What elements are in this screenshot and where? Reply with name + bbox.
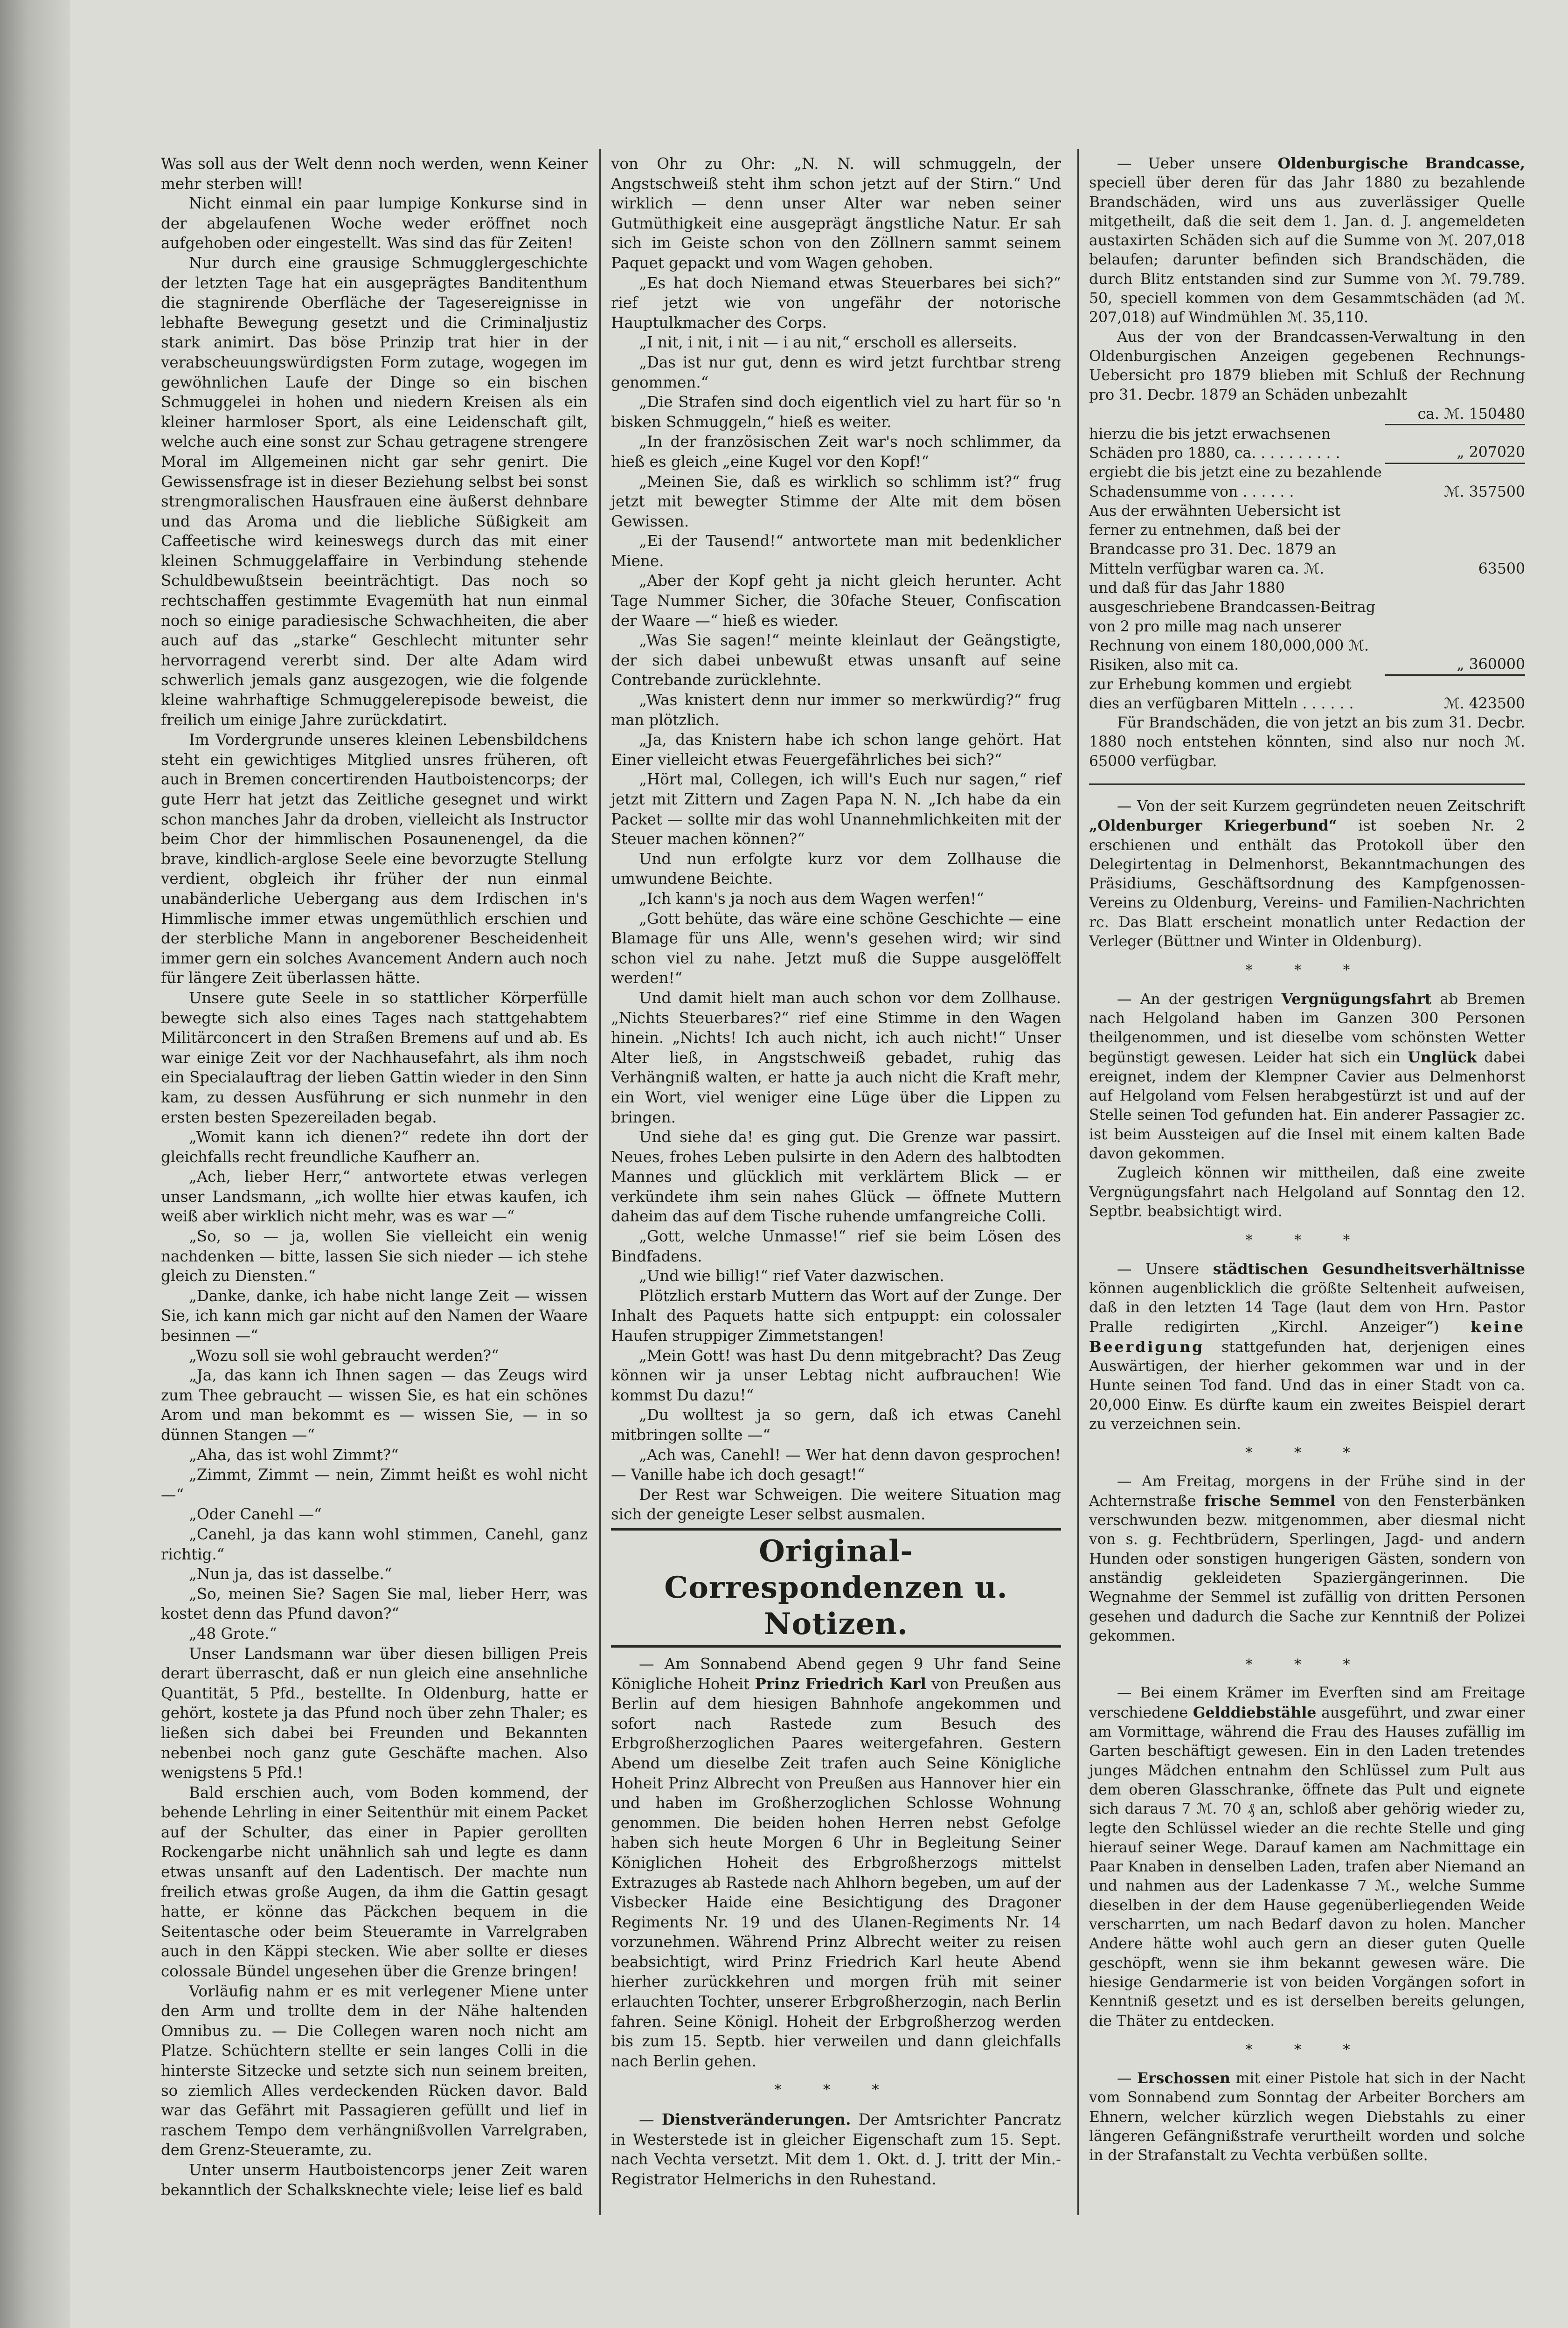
- article-paragraph: „Ach was, Canehl! — Wer hat denn davon gesprochen! — Vanille habe ich doch gesagt!“: [611, 1446, 1061, 1484]
- separator-stars: * * *: [1245, 2041, 1369, 2058]
- article-paragraph: „Womit kann ich dienen?“ redete ihn dort der gleichfalls recht freundliche Kaufherr an.: [161, 1128, 588, 1166]
- table-row: zur Erhebung kommen und ergiebt dies an verfügbaren Mitteln . . . . . . ℳ. 423500: [1089, 676, 1525, 712]
- separator-stars: * * *: [1245, 1656, 1369, 1673]
- brandcasse-text-3: Für Brandschäden, die von jetzt an bis zum 31. Decbr. 1880 noch entstehen könnten, sind also nur noch ℳ. 65000 verfügbar.: [1089, 714, 1525, 770]
- article-paragraph: „Oder Canehl —“: [189, 1505, 322, 1524]
- separator-stars: * * *: [1245, 962, 1369, 979]
- article-paragraph: „Du wolltest ja so gern, daß ich etwas Canehl mitbringen sollte —“: [611, 1406, 1061, 1444]
- separator-stars: * * *: [1245, 1445, 1369, 1462]
- article-paragraph: „48 Grote.“: [189, 1624, 277, 1642]
- article-paragraph: „Ja, das kann ich Ihnen sagen — das Zeugs wird zum Thee gebraucht — wissen Sie, es hat ein schönes Arom und man bekommt es — wissen Sie, — in so dünnen Stangen —“: [161, 1366, 588, 1444]
- article-paragraph: „So, meinen Sie? Sagen Sie mal, lieber Herr, was kostet denn das Pfund davon?“: [161, 1585, 588, 1623]
- article-paragraph: „Gott, welche Unmasse!“ rief sie beim Lösen des Bindfadens.: [611, 1227, 1061, 1265]
- notice-brandcasse: — Ueber unsere Oldenburgische Brandcasse, speciell über deren für das Jahr 1880 zu bezahlende Brandschäden, wird uns aus zuverlässiger Quelle mitgetheilt, daß die seit dem 1. Jan. d. J. angemeldeten austaxirten Schäden sich auf die Summe von ℳ. 207,018 belaufen; darunter befinden sich Brandschäden, die durch Blitz entstanden sind zur Summe von ℳ. 79.789. 50, speciell kommen von dem Gesammtschäden (ad ℳ. 207,018) auf Windmühlen ℳ. 35,110.: [1089, 155, 1526, 326]
- article-paragraph: von Ohr zu Ohr: „N. N. will schmuggeln, der Angstschweiß steht ihm schon jetzt auf der Stirn.“ Und wirklich — denn unser Alter war neben seiner Gutmüthigkeit eine ausgeprägt ängstliche Natur. Er sah sich im Geiste schon von den Zöllnern sammt seinem Paquet gepackt und vom Wagen gehoben.: [611, 155, 1061, 272]
- article-paragraph: „Ach, lieber Herr,“ antwortete etwas verlegen unser Landsmann, „ich wollte hier etwas kaufen, ich weiß aber wirklich nicht mehr, was es war —“: [161, 1168, 588, 1226]
- article-paragraph: „Zimmt, Zimmt — nein, Zimmt heißt es wohl nicht —“: [161, 1466, 588, 1504]
- column-rule-right: [1077, 149, 1079, 2215]
- article-paragraph: „Mein Gott! was hast Du denn mitgebracht? Das Zeug können wir ja unser Lebtag nicht aufbrauchen! Wie kommst Du dazu!“: [611, 1346, 1061, 1404]
- notice-headline: städtischen Gesundheitsverhältnisse: [1213, 1260, 1525, 1278]
- vergnuegung-text-3: Zugleich können wir mittheilen, daß eine zweite Vergnügungsfahrt nach Helgoland auf Sonntag den 12. Septbr. beabsichtigt wird.: [1089, 1164, 1525, 1220]
- article-paragraph: „Meinen Sie, daß es wirklich so schlimm ist?“ frug jetzt mit bewegter Stimme der Alte mit dem bösen Gewissen.: [611, 472, 1061, 530]
- separator-stars: * * *: [1245, 1232, 1369, 1249]
- article-paragraph: Unser Landsmann war über diesen billigen Preis derart überrascht, daß er nun gleich eine ansehnliche Quantität, 5 Pfd., bestellte. In Oldenburg, hatte er gehört, kostete ja das Pfund noch über zehn Thaler; es ließen sich dabei bei Freunden und Bekannten nebenbei noch ganz gute Geschäfte machen. Also wenigstens 5 Pfd.!: [161, 1644, 588, 1782]
- article-paragraph: Bald erschien auch, vom Boden kommend, der behende Lehrling in einer Seitenthür mit einem Packet auf der Schulter, das einer in Papier gerollten Rockengarbe nicht unähnlich sah und legte es dann etwas unsanft auf den Ladentisch. Der machte nun freilich etwas große Augen, da ihm die Gattin gesagt hatte, er könne das Päckchen bequem in die Seitentasche oder beim Steueramte in Varrelgraben auch in den Käppi stecken. Wie aber sollte er dieses colossale Bündel ungesehen über die Grenze bringen!: [161, 1783, 588, 1981]
- article-paragraph: „In der französischen Zeit war's noch schlimmer, da hieß es gleich „eine Kugel vor den Kopf!“: [611, 433, 1061, 471]
- brandcasse-text-2: Aus der von der Brandcassen-Verwaltung in den Oldenburgischen Anzeigen gegebenen Rechnungs-Uebersicht pro 1879 blieben mit Schluß der Rechnung pro 31. Decbr. 1879 an Schäden unbezahlt: [1089, 328, 1525, 403]
- notice-kriegerbund: — Von der seit Kurzem gegründeten neuen Zeitschrift „Oldenburger Kriegerbund“ ist soeben Nr. 2 erschienen und enthält das Protokoll über den Delegirtentag in Delmenhorst, Bekanntmachungen des Präsidiums, Geschäftsordnung des Kampfgenossen-Vereins zu Oldenburg, Vereins- und Familien-Nachrichten rc. Das Blatt erscheint monatlich unter Redaction der Verleger (Büttner und Winter in Oldenburg).: [1089, 798, 1526, 950]
- article-paragraph: „Und wie billig!“ rief Vater dazwischen.: [639, 1267, 944, 1285]
- article-paragraph: „Was Sie sagen!“ meinte kleinlaut der Geängstigte, der sich dabei unbewußt etwas unsanft auf seine Contrebande zurücklehnte.: [611, 631, 1061, 689]
- column-1: [161, 154, 588, 2200]
- notice-headline: Gelddiebstähle: [1193, 1704, 1317, 1721]
- article-paragraph: „Was knistert denn nur immer so merkwürdig?“ frug man plötzlich.: [611, 691, 1061, 729]
- article-paragraph: „Danke, danke, ich habe nicht lange Zeit — wissen Sie, ich kann mich gar nicht auf den Namen der Waare besinnen —“: [161, 1287, 588, 1345]
- article-paragraph: „I nit, i nit, i nit — i au nit,“ erscholl es allerseits.: [639, 333, 1017, 352]
- article-paragraph: Nur durch eine grausige Schmugglergeschichte der letzten Tage hat ein ausgeprägtes Banditenthum die stagnirende Oberfläche der Tagesereignisse in lebhafte Bewegung gesetzt und die Criminaljustiz stark animirt. Das böse Prinzip trat hier in der verabscheuungswürdigsten Form zutage, wogegen im gewöhnlichen Laufe der Dinge so ein bischen Schmuggelei in hohen und niedern Kreisen als ein kleiner harmloser Sport, als eine Leidenschaft gilt, welche auch eine sonst zur Schau getragene strengere Moral im Allgemeinen nicht gar sehr genirt. Die Gewissensfrage ist in dieser Beziehung selbst bei sonst strengmoralischen Hausfrauen eine äußerst dehnbare und das Aroma und die liebliche Süßigkeit am Caffeetische wird keineswegs durch das mit einer kleinen Schmuggelaffaire in Verbindung stehende Schuldbewußtsein beeinträchtigt. Das noch so rechtschaffen gestimmte Evagemüth hat nun einmal noch so einige paradiesische Schwachheiten, die aber auch auf das „starke“ Geschlecht mitunter sehr hervorragend vererbt sind. Der alte Adam wird schwerlich jemals ganz ausgezogen, wie die folgende kleine wahrhaftige Schmuggelerepisode beweist, die freilich um einige Jahre zurückdatirt.: [161, 254, 588, 729]
- notice-vergnuegungsfahrt: — An der gestrigen Vergnügungsfahrt ab Bremen nach Helgoland haben im Ganzen 300 Personen theilgenommen, und ist dieselbe vom schönsten Wetter begünstigt gewesen. Leider hat sich ein Unglück dabei ereignet, indem der Klempner Cavier aus Delmenhorst auf Helgoland vom Felsen herabgestürzt ist und auf der Stelle seinen Tod gefunden hat. Ein anderer Passagier zc. ist beim Aussteigen auf die Insel mit einem kalten Bade davon gekommen.: [1089, 990, 1526, 1163]
- table-row: hierzu die bis jetzt erwachsenen Schäden pro 1880, ca. . . . . . . . . . „ 207020: [1089, 425, 1525, 464]
- article-paragraph: „Ich kann's ja noch aus dem Wagen werfen!“: [639, 889, 984, 908]
- article-paragraph: Der Rest war Schweigen. Die weitere Situation mag sich der geneigte Leser selbst ausmalen.: [611, 1485, 1061, 1524]
- notice-prinz-friedrich-karl: — Am Sonnabend Abend gegen 9 Uhr fand Seine Königliche Hoheit Prinz Friedrich Karl von Preußen aus Berlin auf dem hiesigen Bahnhofe angekommen und sofort nach Rastede zum Besuch des Erbgroßherzoglichen Paares weitergefahren. Gestern Abend um dieselbe Zeit trafen auch Seine Königliche Hoheit Prinz Albrecht von Preußen aus Hannover hier ein und haben im Großherzoglichen Schlosse Wohnung genommen. Die beiden hohen Herren nebst Gefolge haben sich heute Morgen 6 Uhr in Begleitung Seiner Königlichen Hoheit des Erbgroßherzogs mittelst Extrazuges ab Rastede nach Ahlhorn begeben, um auf der Visbecker Haide eine Besichtigung des Dragoner Regiments Nr. 19 und des Ulanen-Regiments Nr. 14 vorzunehmen. Während Prinz Albrecht weiter zu reisen beabsichtigt, wird Prinz Friedrich Karl heute Abend hierher zurückkehren und morgen früh mit seiner erlauchten Tochter, unserer Erbgroßherzogin, nach Berlin fahren. Seine Königl. Hoheit der Erbgroßherzog werden bis zum 15. Septb. hier verweilen und dann gleichfalls nach Berlin gehen.: [611, 1655, 1061, 2070]
- article-paragraph: „Wozu soll sie wohl gebraucht werden?“: [189, 1346, 499, 1365]
- article-paragraph: Unter unserm Hautboistencorps jener Zeit waren bekanntlich der Schalksknechte viele; leise lief es bald: [161, 2161, 588, 2199]
- article-paragraph: „Das ist nur gut, denn es wird jetzt furchtbar streng genommen.“: [611, 353, 1061, 391]
- article-paragraph: „Canehl, ja das kann wohl stimmen, Canehl, ganz richtig.“: [161, 1525, 588, 1563]
- notice-headline: Unglück: [1408, 1048, 1477, 1066]
- article-paragraph: „Nun ja, das ist dasselbe.“: [189, 1565, 392, 1583]
- table-row: Aus der erwähnten Uebersicht ist ferner zu entnehmen, daß bei der Brandcasse pro 31. Dec. 1879 an Mitteln verfügbar waren ca. ℳ. 63500: [1089, 502, 1525, 577]
- notice-headline: Dienstveränderungen.: [661, 2110, 851, 2129]
- notice-headline: Erschossen: [1137, 2070, 1230, 2087]
- article-paragraph: Plötzlich erstarb Muttern das Wort auf der Zunge. Der Inhalt des Paquets hatte sich entpuppt: ein colossaler Haufen struppiger Zimmetstangen!: [611, 1287, 1061, 1345]
- article-paragraph: Unsere gute Seele in so stattlicher Körperfülle bewegte sich also eines Tages nach stattgehabtem Militärconcert in den Straßen Bremens auf und ab. Es war einige Zeit vor der Nachhausefahrt, als ihm noch ein Specialauftrag der lieben Gattin wieder in den Sinn kam, zu dessen Ausführung er sich nunmehr in den ersten besten Spezereiladen begab.: [161, 989, 588, 1126]
- article-paragraph: Und nun erfolgte kurz vor dem Zollhause die umwundene Beichte.: [611, 850, 1061, 888]
- brandcasse-table: [1089, 405, 1525, 714]
- article-paragraph: „Gott behüte, das wäre eine schöne Geschichte — eine Blamage für uns Alle, wenn's gesehen wird; wir sind schon viel zu nahe. Jetzt muß die Suppe ausgelöffelt werden!“: [611, 909, 1061, 987]
- article-paragraph: Was soll aus der Welt denn noch werden, wenn Keiner mehr sterben will!: [161, 155, 588, 193]
- article-paragraph: Nicht einmal ein paar lumpige Konkurse sind in der abgelaufenen Woche weder eröffnet noch aufgehoben oder eingestellt. Was sind das für Zeiten!: [161, 194, 588, 252]
- article-paragraph: Vorläufig nahm er es mit verlegener Miene unter den Arm und trollte dem in der Nähe haltenden Omnibus zu. — Die Collegen waren noch nicht am Platze. Schüchtern stellte er sein langes Colli in die hinterste Sitzecke und setzte sich nun seinem breiten, so ziemlich Alles verdeckenden Rücken davor. Bald war das Gefährt mit Passagieren gefüllt und lief in raschem Tempo dem verhängnißvollen Varrelgraben, dem Grenz-Steueramte, zu.: [161, 1982, 588, 2159]
- notice-headline: Prinz Friedrich Karl: [755, 1674, 926, 1693]
- article-paragraph: Im Vordergrunde unseres kleinen Lebensbildchens steht ein gewichtiges Mitglied unsres früheren, oft auch in Bremen concertirenden Hautboistencorps; der gute Herr hat jetzt das Zeitliche gesegnet und wirkt schon manches Jahr da droben, vielleicht als Instructor beim Chor der himmlischen Posaunenengel, da die brave, kindlich-arglose Seele eine bevorzugte Stellung verdient, obgleich ihr früher der nun einmal unabänderliche Uebergang aus dem Irdischen in's Himmlische immer etwas ungemüthlich erschien und der sterbliche Mann in angeborener Bescheidenheit immer gern ein solches Avancement Andern auch noch für längere Zeit überlassen hätte.: [161, 731, 588, 987]
- article-paragraph: „Ei der Tausend!“ antwortete man mit bedenklicher Miene.: [611, 532, 1061, 570]
- column-rule-left: [599, 149, 601, 2215]
- article-paragraph: „Aha, das ist wohl Zimmt?“: [189, 1446, 399, 1464]
- article-paragraph: „Ja, das Knistern habe ich schon lange gehört. Hat Einer vielleicht etwas Feuergefährliches bei sich?“: [611, 731, 1061, 769]
- notice-gesundheit: — Unsere städtischen Gesundheitsverhältnisse können augenblicklich die größte Seltenheit aufweisen, daß in den letzten 14 Tage (laut dem von Hrn. Pastor Pralle redigirten „Kirchl. Anzeiger“) keine Beerdigung stattgefunden hat, derjenigen eines Auswärtigen, der hierher gekommen war und in der Hunte seinen Tod fand. Und das in einer Stadt von ca. 20,000 Einw. Es dürfte kaum ein zweites Beispiel derart zu verzeichnen sein.: [1089, 1260, 1526, 1433]
- notice-headline: frische Semmel: [1204, 1492, 1336, 1510]
- table-row: ca. ℳ. 150480: [1089, 405, 1525, 425]
- notice-semmel: — Am Freitag, morgens in der Frühe sind in der Achternstraße frische Semmel von den Fensterbänken verschwunden bezw. mitgenommen, aber diesmal nicht von s. g. Fechtbrüdern, Sperlingen, Jagd- und andern Hunden oder sonstigen hungerigen Gästen, sondern von anständig gekleideten Spaziergängerinnen. Die Wegnahme der Semmel ist zufällig von dritten Personen gesehen und dadurch die Sache zur Kenntniß der Polizei gekommen.: [1089, 1473, 1526, 1644]
- notice-gelddiebstahl: — Bei einem Krämer im Everften sind am Freitage verschiedene Gelddiebstähle ausgeführt, und zwar einer am Vormittage, während die Frau des Hauses zufällig im Garten beschäftigt gewesen. Ein in den Laden tretendes junges Mädchen entnahm den Schlüssel zum Pult aus dem oberen Glasschranke, öffnete das Pult und eignete sich daraus 7 ℳ. 70 ₰ an, schloß aber gehörig wieder zu, legte den Schlüssel wieder an die rechte Stelle und ging hierauf seiner Wege. Darauf kamen am Nachmittage ein Paar Knaben in denselben Laden, trafen aber Niemand an und nahmen aus der Ladenkasse 7 ℳ., welche Summe dieselben in der dem Hause gegenüberliegenden Weide verscharrten, um nach Bedarf davon zu holen. Mancher Andere hätte wohl auch gern an dieser guten Quelle geschöpft, wenn sie ihm bekannt gewesen wäre. Die hiesige Gendarmerie ist von beiden Vorgängen sofort in Kenntniß gesetzt und es ist derselben bereits gelungen, die Thäter zu entdecken.: [1089, 1684, 1525, 2030]
- article-paragraph: Und siehe da! es ging gut. Die Grenze war passirt. Neues, frohes Leben pulsirte in den Adern des halbtodten Mannes und glücklich mit verklärtem Blick — er verkündete ihm sein nahes Glück — öffnete Muttern daheim das auf dem Tische ruhende umfangreiche Colli.: [611, 1128, 1061, 1226]
- separator-stars: * * *: [774, 2082, 898, 2099]
- notice-dienstveraenderungen: — Dienstveränderungen. Der Amtsrichter Pancratz in Westerstede ist in gleicher Eigenschaft zum 15. Sept. nach Vechta versetzt. Mit dem 1. Okt. d. J. tritt der Min.-Registrator Helmerichs in den Ruhestand.: [611, 2110, 1061, 2188]
- notice-headline: Oldenburgische Brandcasse,: [1277, 155, 1526, 172]
- notice-headline: „Oldenburger Kriegerbund“: [1089, 817, 1337, 835]
- article-paragraph: Und damit hielt man auch schon vor dem Zollhause. „Nichts Steuerbares?“ rief eine Stimme in den Wagen hinein. „Nichts! Ich auch nicht, ich auch nicht!“ Unser Alter ließ, in Angstschweiß gebadet, ruhig das Verhängniß walten, er hatte ja auch nicht die Kraft mehr, ein Wort, viel weniger eine Lüge über die Lippen zu bringen.: [611, 989, 1061, 1126]
- table-row: ergiebt die bis jetzt eine zu bezahlende Schadensumme von . . . . . . ℳ. 357500: [1089, 464, 1525, 500]
- divider: [1089, 783, 1525, 785]
- story-continuation: [611, 154, 1061, 1524]
- article-paragraph: „So, so — ja, wollen Sie vielleicht ein wenig nachdenken — bitte, lassen Sie sich nieder — ich stehe gleich zu Diensten.“: [161, 1227, 588, 1285]
- section-heading: Original-Correspondenzen u. Notizen.: [611, 1528, 1061, 1648]
- article-paragraph: „Aber der Kopf geht ja nicht gleich herunter. Acht Tage Nummer Sicher, die 30fache Steuer, Confiscation der Waare —“ hieß es wieder.: [611, 572, 1061, 630]
- table-row: und daß für das Jahr 1880 ausgeschriebene Brandcassen-Beitrag von 2 pro mille mag nach unserer Rechnung von einem 180,000,000 ℳ. Risiken, also mit ca. „ 360000: [1089, 579, 1525, 675]
- article-paragraph: „Die Strafen sind doch eigentlich viel zu hart für so 'n bisken Schmuggeln,“ hieß es weiter.: [611, 393, 1061, 431]
- article-paragraph: „Es hat doch Niemand etwas Steuerbares bei sich?“ rief jetzt wie von ungefähr der notorische Hauptulkmacher des Corps.: [611, 274, 1061, 332]
- column-2: [611, 154, 1061, 2189]
- article-paragraph: „Hört mal, Collegen, ich will's Euch nur sagen,“ rief jetzt mit Zittern und Zagen Papa N. N. „Ich habe da ein Packet — sollte mir das wohl Unannehmlichkeiten mit der Steuer machen können?“: [611, 770, 1061, 848]
- book-binding: [0, 0, 70, 2328]
- notice-erschossen: — Erschossen mit einer Pistole hat sich in der Nacht vom Sonnabend zum Sonntag der Arbeiter Borchers am Ehnern, welcher kürzlich wegen Diebstahls zu einer längeren Gefängnißstrafe verurtheilt worden und solche in der Strafanstalt zu Vechta verbüßen sollte.: [1089, 2070, 1526, 2164]
- column-3: [1089, 154, 1525, 2166]
- notice-headline: Vergnügungsfahrt: [1281, 990, 1432, 1008]
